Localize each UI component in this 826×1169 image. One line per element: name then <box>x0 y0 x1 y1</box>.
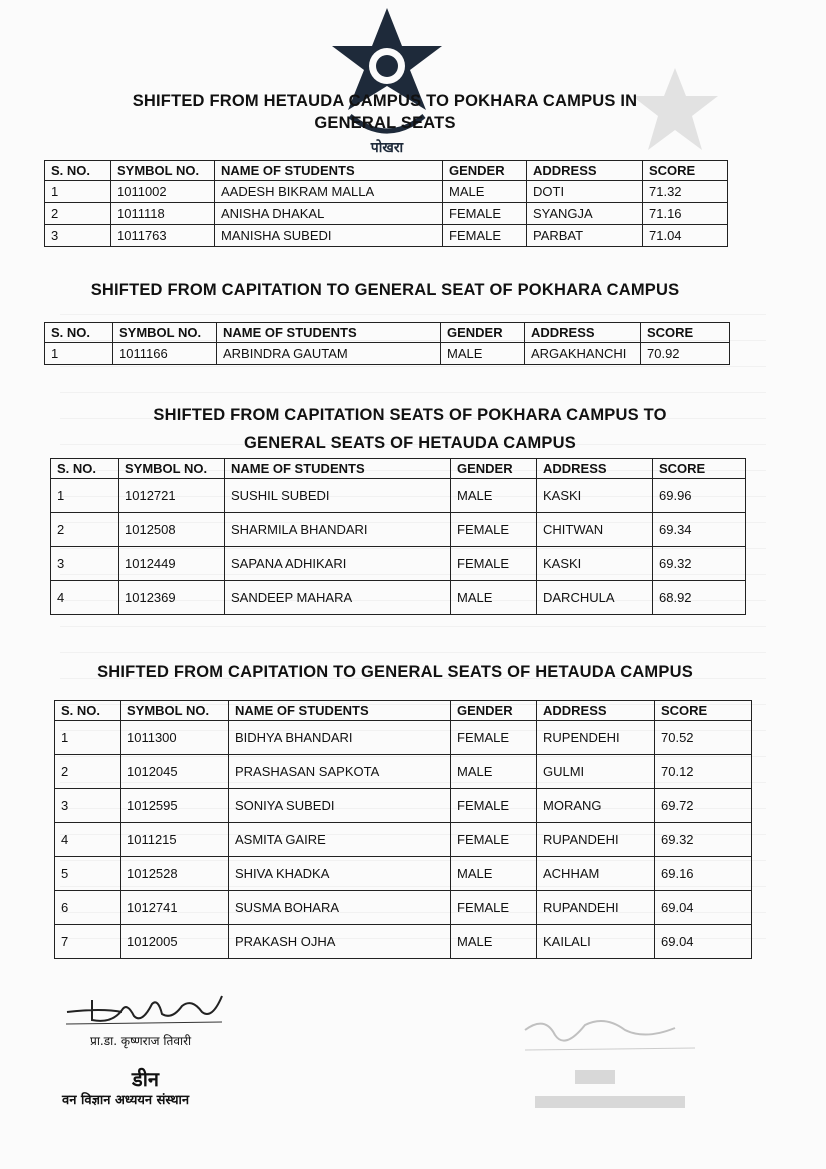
cell-gender: FEMALE <box>443 225 527 247</box>
section1-table <box>44 160 728 247</box>
table-row <box>51 513 746 547</box>
column-header: SCORE <box>643 161 728 181</box>
cell-gender: MALE <box>441 343 525 365</box>
cell-sno: 4 <box>51 581 119 615</box>
cell-sno: 7 <box>55 925 121 959</box>
cell-sno: 1 <box>45 181 111 203</box>
cell-symbol: 1011763 <box>111 225 215 247</box>
table-row <box>55 891 752 925</box>
faint-secondary-signature-icon <box>515 1010 715 1120</box>
section4-table <box>54 700 752 959</box>
cell-address: RUPANDEHI <box>537 891 655 925</box>
cell-address: DOTI <box>527 181 643 203</box>
cell-gender: FEMALE <box>451 513 537 547</box>
cell-name: SONIYA SUBEDI <box>229 789 451 823</box>
table-row <box>51 581 746 615</box>
cell-sno: 6 <box>55 891 121 925</box>
column-header: S. NO. <box>55 701 121 721</box>
table-row <box>55 823 752 857</box>
cell-sno: 1 <box>45 343 113 365</box>
column-header: ADDRESS <box>537 459 653 479</box>
cell-address: ARGAKHANCHI <box>525 343 641 365</box>
cell-gender: FEMALE <box>451 789 537 823</box>
column-header: GENDER <box>441 323 525 343</box>
table-header-row <box>55 701 752 721</box>
cell-score: 71.16 <box>643 203 728 225</box>
cell-address: CHITWAN <box>537 513 653 547</box>
cell-address: KASKI <box>537 479 653 513</box>
cell-symbol: 1012721 <box>119 479 225 513</box>
cell-gender: MALE <box>451 925 537 959</box>
column-header: NAME OF STUDENTS <box>215 161 443 181</box>
table-row <box>51 547 746 581</box>
table-row <box>55 721 752 755</box>
dean-title: डीन <box>132 1067 159 1091</box>
section3-heading-line2: GENERAL SEATS OF HETAUDA CAMPUS <box>244 434 576 452</box>
cell-address: RUPANDEHI <box>537 823 655 857</box>
section2-table <box>44 322 730 365</box>
cell-symbol: 1011300 <box>121 721 229 755</box>
cell-gender: MALE <box>451 581 537 615</box>
cell-name: ARBINDRA GAUTAM <box>217 343 441 365</box>
cell-name: SUSMA BOHARA <box>229 891 451 925</box>
column-header: SCORE <box>655 701 752 721</box>
dean-name: प्रा.डा. कृष्णराज तिवारी <box>90 1034 192 1048</box>
cell-name: PRASHASAN SAPKOTA <box>229 755 451 789</box>
cell-symbol: 1012508 <box>119 513 225 547</box>
column-header: NAME OF STUDENTS <box>217 323 441 343</box>
section1-heading-line1: SHIFTED FROM HETAUDA CAMPUS TO POKHARA CAMPUS IN <box>132 92 638 110</box>
table-row <box>45 225 728 247</box>
cell-score: 69.04 <box>655 891 752 925</box>
table-row <box>51 479 746 513</box>
column-header: ADDRESS <box>527 161 643 181</box>
table-header-row <box>45 323 730 343</box>
cell-name: SANDEEP MAHARA <box>225 581 451 615</box>
cell-name: AADESH BIKRAM MALLA <box>215 181 443 203</box>
cell-symbol: 1012005 <box>121 925 229 959</box>
table-header-row <box>51 459 746 479</box>
section2-heading: SHIFTED FROM CAPITATION TO GENERAL SEAT OF POKHARA CAMPUS <box>90 281 680 299</box>
section1-heading-line2: GENERAL SEATS <box>314 114 456 132</box>
cell-sno: 2 <box>45 203 111 225</box>
cell-address: KASKI <box>537 547 653 581</box>
cell-score: 69.16 <box>655 857 752 891</box>
university-emblem-icon <box>330 6 445 156</box>
cell-sno: 2 <box>55 755 121 789</box>
cell-score: 68.92 <box>653 581 746 615</box>
cell-address: SYANGJA <box>527 203 643 225</box>
section4-heading: SHIFTED FROM CAPITATION TO GENERAL SEATS OF HETAUDA CAMPUS <box>97 663 693 681</box>
column-header: ADDRESS <box>537 701 655 721</box>
section3-heading <box>90 401 730 457</box>
cell-sno: 4 <box>55 823 121 857</box>
table-row <box>55 755 752 789</box>
cell-name: SUSHIL SUBEDI <box>225 479 451 513</box>
column-header: SYMBOL NO. <box>119 459 225 479</box>
cell-address: DARCHULA <box>537 581 653 615</box>
table-row <box>55 789 752 823</box>
cell-sno: 3 <box>51 547 119 581</box>
cell-symbol: 1011002 <box>111 181 215 203</box>
column-header: GENDER <box>451 459 537 479</box>
cell-gender: FEMALE <box>451 547 537 581</box>
cell-address: KAILALI <box>537 925 655 959</box>
cell-gender: MALE <box>443 181 527 203</box>
cell-sno: 3 <box>45 225 111 247</box>
cell-gender: FEMALE <box>451 823 537 857</box>
section3-table <box>50 458 746 615</box>
cell-name: ANISHA DHAKAL <box>215 203 443 225</box>
cell-score: 70.52 <box>655 721 752 755</box>
cell-score: 69.32 <box>655 823 752 857</box>
column-header: S. NO. <box>51 459 119 479</box>
cell-gender: MALE <box>451 479 537 513</box>
cell-gender: MALE <box>451 755 537 789</box>
cell-name: SHARMILA BHANDARI <box>225 513 451 547</box>
column-header: GENDER <box>443 161 527 181</box>
cell-symbol: 1012741 <box>121 891 229 925</box>
column-header: NAME OF STUDENTS <box>225 459 451 479</box>
cell-symbol: 1012045 <box>121 755 229 789</box>
cell-name: ASMITA GAIRE <box>229 823 451 857</box>
cell-symbol: 1012449 <box>119 547 225 581</box>
dean-signature-block <box>62 990 232 1110</box>
cell-symbol: 1011215 <box>121 823 229 857</box>
column-header: SYMBOL NO. <box>111 161 215 181</box>
cell-gender: FEMALE <box>451 721 537 755</box>
cell-name: PRAKASH OJHA <box>229 925 451 959</box>
cell-name: MANISHA SUBEDI <box>215 225 443 247</box>
column-header: S. NO. <box>45 323 113 343</box>
cell-score: 71.32 <box>643 181 728 203</box>
cell-address: PARBAT <box>527 225 643 247</box>
seal-text: पोखरा <box>370 140 404 156</box>
table-row <box>45 203 728 225</box>
column-header: ADDRESS <box>525 323 641 343</box>
cell-sno: 1 <box>51 479 119 513</box>
column-header: NAME OF STUDENTS <box>229 701 451 721</box>
column-header: SYMBOL NO. <box>113 323 217 343</box>
cell-score: 70.92 <box>641 343 730 365</box>
cell-symbol: 1011166 <box>113 343 217 365</box>
handwritten-signature-icon <box>62 990 232 1030</box>
column-header: SYMBOL NO. <box>121 701 229 721</box>
section3-heading-line1: SHIFTED FROM CAPITATION SEATS OF POKHARA CAMPUS TO <box>153 406 667 424</box>
cell-symbol: 1012595 <box>121 789 229 823</box>
cell-gender: FEMALE <box>443 203 527 225</box>
table-row <box>55 857 752 891</box>
cell-name: SHIVA KHADKA <box>229 857 451 891</box>
cell-address: RUPENDEHI <box>537 721 655 755</box>
cell-address: MORANG <box>537 789 655 823</box>
cell-name: SAPANA ADHIKARI <box>225 547 451 581</box>
table-header-row <box>45 161 728 181</box>
cell-symbol: 1012369 <box>119 581 225 615</box>
column-header: SCORE <box>641 323 730 343</box>
table-row <box>45 181 728 203</box>
cell-sno: 3 <box>55 789 121 823</box>
column-header: GENDER <box>451 701 537 721</box>
cell-score: 69.04 <box>655 925 752 959</box>
cell-address: ACHHAM <box>537 857 655 891</box>
cell-address: GULMI <box>537 755 655 789</box>
cell-score: 69.34 <box>653 513 746 547</box>
section1-heading <box>100 92 670 133</box>
cell-gender: MALE <box>451 857 537 891</box>
cell-score: 69.32 <box>653 547 746 581</box>
cell-name: BIDHYA BHANDARI <box>229 721 451 755</box>
cell-gender: FEMALE <box>451 891 537 925</box>
cell-symbol: 1011118 <box>111 203 215 225</box>
cell-symbol: 1012528 <box>121 857 229 891</box>
column-header: S. NO. <box>45 161 111 181</box>
cell-sno: 1 <box>55 721 121 755</box>
cell-sno: 2 <box>51 513 119 547</box>
table-row <box>55 925 752 959</box>
dean-office: वन विज्ञान अध्ययन संस्थान <box>62 1093 190 1108</box>
cell-sno: 5 <box>55 857 121 891</box>
column-header: SCORE <box>653 459 746 479</box>
table-row <box>45 343 730 365</box>
cell-score: 70.12 <box>655 755 752 789</box>
cell-score: 69.72 <box>655 789 752 823</box>
cell-score: 71.04 <box>643 225 728 247</box>
cell-score: 69.96 <box>653 479 746 513</box>
